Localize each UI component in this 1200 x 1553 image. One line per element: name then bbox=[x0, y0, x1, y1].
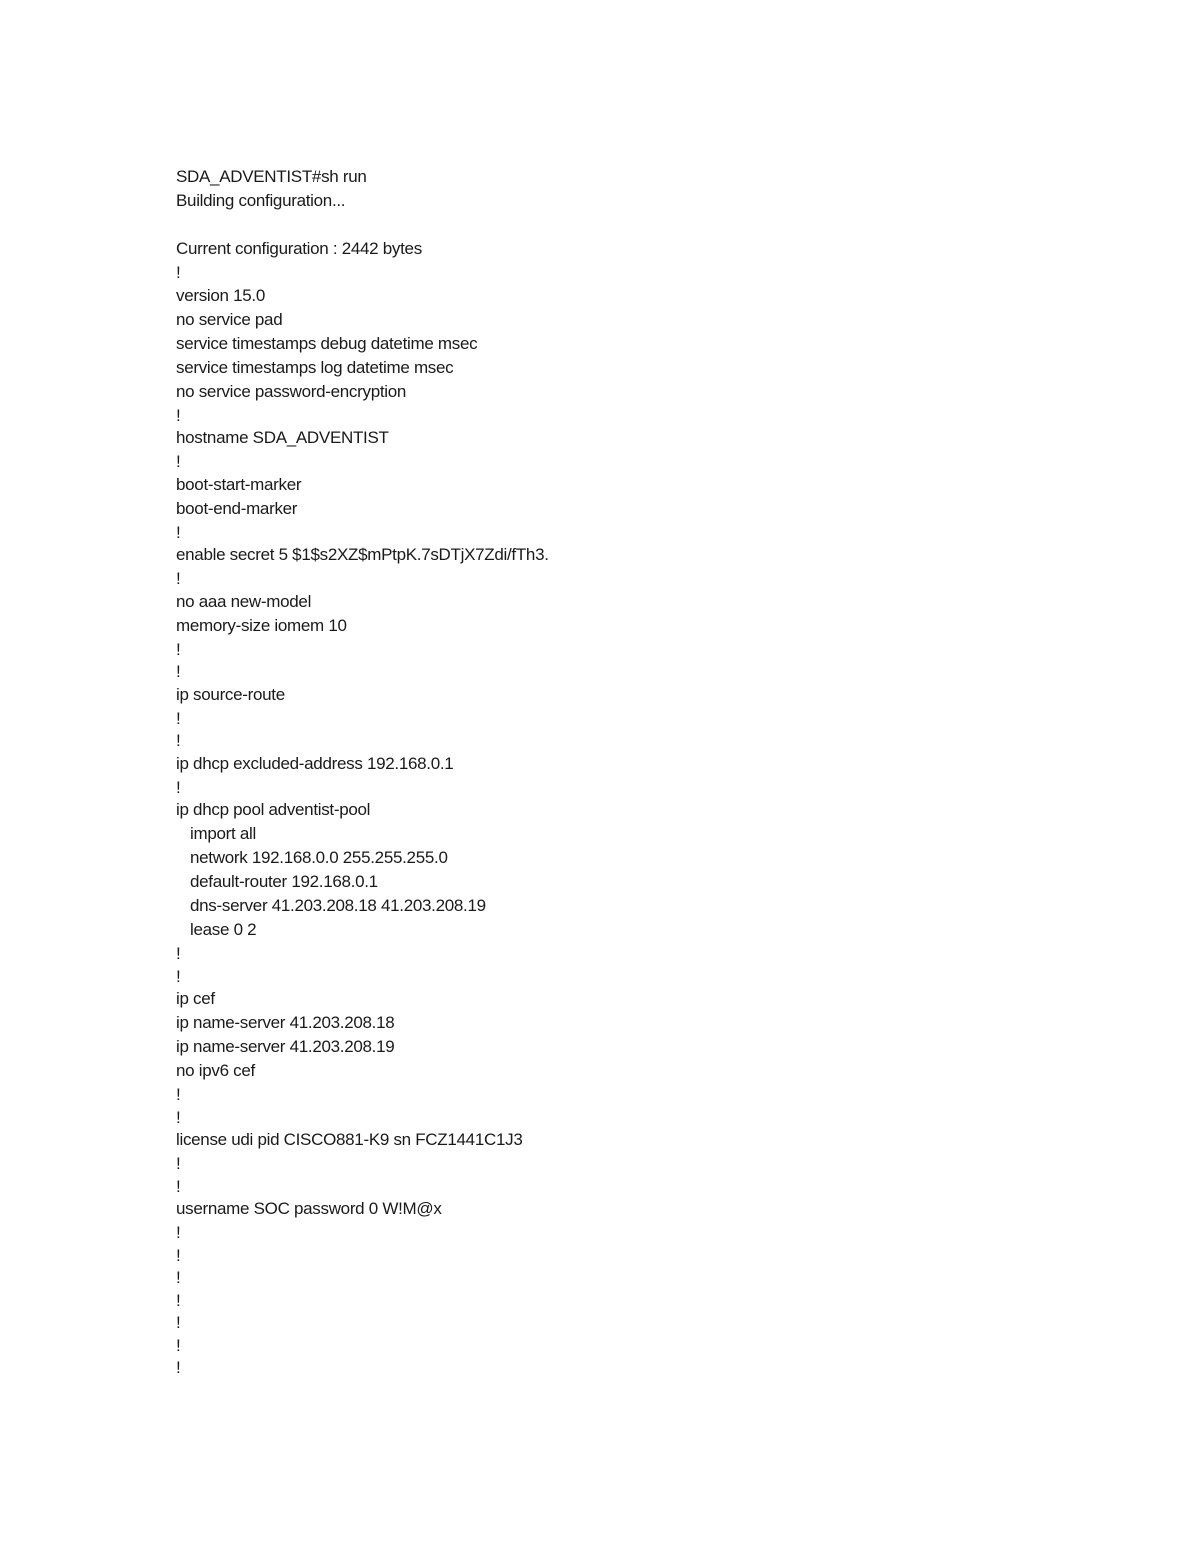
config-subline: network 192.168.0.0 255.255.255.0 bbox=[190, 848, 448, 867]
config-line: no service password-encryption bbox=[176, 381, 407, 401]
running-config-text bbox=[176, 165, 1076, 1379]
separator-line: ! bbox=[176, 662, 181, 681]
config-line: ip source-route bbox=[176, 684, 285, 704]
separator-line: ! bbox=[176, 1085, 181, 1104]
separator-line: ! bbox=[176, 1245, 181, 1265]
config-line: SDA_ADVENTIST#sh run bbox=[176, 167, 367, 186]
separator-line: ! bbox=[176, 1268, 181, 1287]
separator-line: ! bbox=[176, 452, 181, 471]
config-line: hostname SDA_ADVENTIST bbox=[176, 428, 389, 447]
config-line: ip dhcp excluded-address 192.168.0.1 bbox=[176, 753, 454, 773]
config-line: version 15.0 bbox=[176, 285, 266, 305]
separator-line: ! bbox=[176, 1223, 181, 1242]
config-line: ip dhcp pool adventist-pool bbox=[176, 800, 371, 819]
config-line: Current configuration : 2442 bytes bbox=[176, 239, 422, 258]
config-line: enable secret 5 $1$s2XZ$mPtpK.7sDTjX7Zdi/fTh3. bbox=[176, 545, 549, 564]
config-line: service timestamps log datetime msec bbox=[176, 357, 454, 377]
separator-line: ! bbox=[176, 1335, 181, 1355]
config-subline: lease 0 2 bbox=[190, 920, 257, 939]
separator-line: ! bbox=[176, 966, 181, 986]
separator-line: ! bbox=[176, 522, 181, 542]
config-line: username SOC password 0 W!M@x bbox=[176, 1199, 442, 1218]
separator-line: ! bbox=[176, 639, 181, 659]
config-line: license udi pid CISCO881-K9 sn FCZ1441C1J3 bbox=[176, 1130, 523, 1149]
separator-line: ! bbox=[176, 405, 181, 425]
config-line: no aaa new-model bbox=[176, 591, 312, 611]
separator-line: ! bbox=[176, 569, 181, 588]
config-line: no ipv6 cef bbox=[176, 1061, 255, 1080]
config-line: boot-start-marker bbox=[176, 474, 302, 494]
separator-line: ! bbox=[176, 1154, 181, 1173]
separator-line: ! bbox=[176, 944, 181, 963]
config-subline: default-router 192.168.0.1 bbox=[190, 872, 378, 891]
config-line: no service pad bbox=[176, 309, 283, 329]
config-line: ip cef bbox=[176, 989, 215, 1008]
config-line: service timestamps debug datetime msec bbox=[176, 333, 478, 353]
separator-line: ! bbox=[176, 731, 181, 750]
separator-line: ! bbox=[176, 1290, 181, 1310]
config-line: ip name-server 41.203.208.19 bbox=[176, 1037, 395, 1056]
separator-line: ! bbox=[176, 1313, 181, 1332]
separator-line: ! bbox=[176, 708, 181, 728]
config-line: memory-size iomem 10 bbox=[176, 615, 347, 635]
config-line: Building configuration... bbox=[176, 191, 346, 210]
separator-line: ! bbox=[176, 1107, 181, 1127]
blank-line bbox=[176, 213, 1076, 237]
separator-line: ! bbox=[176, 263, 181, 282]
separator-line: ! bbox=[176, 1358, 181, 1377]
config-subline: dns-server 41.203.208.18 41.203.208.19 bbox=[190, 896, 486, 915]
config-line: boot-end-marker bbox=[176, 498, 298, 518]
separator-line: ! bbox=[176, 777, 181, 797]
config-line: ip name-server 41.203.208.18 bbox=[176, 1013, 395, 1032]
separator-line: ! bbox=[176, 1176, 181, 1196]
config-subline: import all bbox=[190, 824, 256, 843]
